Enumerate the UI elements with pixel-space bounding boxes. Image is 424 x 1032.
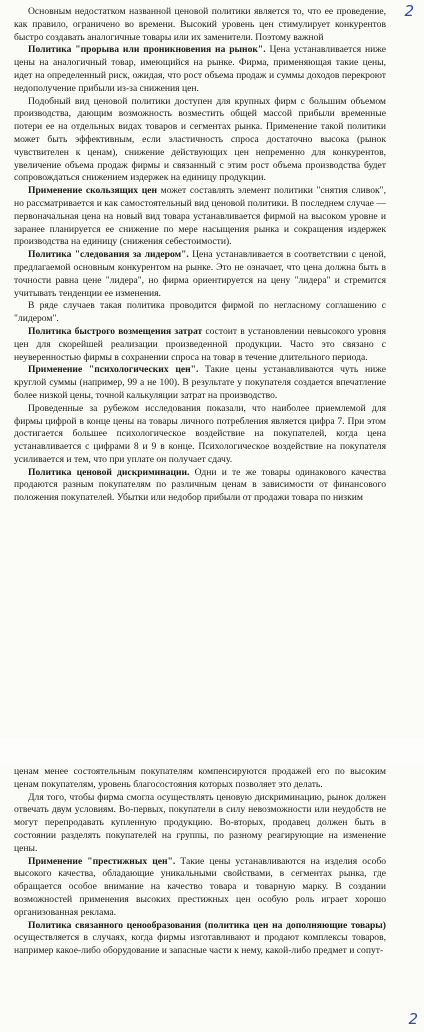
paragraph-heading: Политика ценовой дискриминации. (28, 466, 190, 478)
paragraph (14, 856, 386, 920)
page-number-mark-bottom: 2 (408, 1010, 418, 1028)
paragraph-heading: Политика быстрого возмещения затрат (28, 325, 203, 337)
paragraph: Подобный вид ценовой политики доступен для крупных фирм с большим объемом производства, дающим возможность возместить общей массой прибыли временные потери ее на отдельных видах товаров и сегментах рынка. Применение такой политики может быть эффективным, если эластичность спроса достаточно высока (рынок чувствителен к ценам), снижение действующих цен непременно для конкурентов, увеличение объема продаж фирмы и связанный с этим рост объема производства будет сопровождаться снижением издержек на единицу продукции. (14, 95, 386, 184)
paragraph: ценам менее состоятельным покупателям компенсируются продажей его по высоким ценам покупателям, уровень благосостояния которых позволяет это делать. (14, 766, 386, 790)
text-block-upper (14, 6, 386, 505)
paragraph (14, 467, 386, 505)
paragraph-body: Одни и те же товары одинакового качества продаются разным покупателям по различным ценам в зависимости от финансового положения покупателей. Убытки или недобор прибыли от продажи товара по низким (14, 466, 386, 504)
paragraph (14, 326, 386, 364)
paragraph-body: может составлять элемент политики "снятия сливок", но рассматривается и как самостоятельный вид ценовой политики. В последнем случае — первоначальная цена на новый вид товара устанавливается фирмой на высоком уровне и заранее планируется ее снижение по мере насыщения рынка и сокращения издержек производства на единицу (снижения себестоимости). (14, 185, 386, 248)
paragraph-body: Такие цены устанавливаются чуть ниже круглой суммы (например, 99 а не 100). В результате у покупателя создается впечатление более низкой цены, точной калькуляции затрат на производство. (14, 364, 386, 401)
paragraph (14, 364, 386, 402)
paragraph-heading: Политика связанного ценообразования (политика цен на дополняющие товары) (28, 919, 386, 931)
paragraph-body: Цена устанавливается ниже цены на аналогичный товар, имеющийся на рынке. Фирма, применяющая такие цены, идет на определенный риск, ожидая, что рост объема продаж и суммы доходов перекроют недополучение прибыли из-за снижения цен. (14, 44, 386, 94)
page-number-mark-top: 2 (404, 2, 414, 20)
paragraph (14, 249, 386, 300)
scan-gap (0, 738, 424, 764)
text-block-lower (14, 766, 386, 958)
paragraph-body: состоит в установлении невысокого уровня цен для скорейшей реализации произведенной продукции. Часто это связано с неуверенностью фирмы в сохранении спроса на товар в течение длительного периода. (14, 325, 386, 363)
paragraph: Проведенные за рубежом исследования показали, что наиболее приемлемой для фирмы цифрой в конце цены на товары личного потребления является цифра 7. При этом достигается большее психологическое воздействие на покупателей, когда цена устанавливается с цифрами 8 и 9 в конце. Психологическое воздействие на покупателя усиливается и тем, что при уплате он получает сдачу. (14, 402, 386, 465)
paragraph-heading: Применение "престижных цен". (28, 855, 176, 867)
paragraph-heading: Политика "следования за лидером". (28, 249, 189, 261)
paragraph-body: Такие цены устанавливаются на изделия особо высокого качества, обладающие уникальными свойствами, в сегментах рынка, где обращается особое внимание на качество товара и товарную марку. В создании возможностей применения высоких престижных цен особую роль играет хорошо организованная реклама. (14, 855, 386, 918)
paragraph: Для того, чтобы фирма смогла осуществлять ценовую дискриминацию, рынок должен отвечать двум условиям. Во-первых, покупатели в силу невозможности или неудобств не могут перепродавать купленную продукцию. Во-вторых, продавец должен быть в состоянии разделять покупателей на группы, по разному реагирующие на изменение цены. (14, 791, 386, 854)
paragraph: Основным недостатком названной ценовой политики является то, что ее проведение, как правило, ограничено во времени. Высокий уровень цен стимулирует конкурентов быстро создавать аналогичные товары или их заменители. Поэтому важной (14, 6, 386, 43)
paragraph-heading: Политика "прорыва или проникновения на рынок". (28, 44, 266, 56)
paragraph: В ряде случаев такая политика проводится фирмой по негласному соглашению с "лидером". (14, 300, 386, 325)
paragraph (14, 920, 386, 958)
paragraph-body: Цена устанавливается в соответствии с ценой, предлагаемой основным конкурентом на рынке. Это не означает, что цена должна быть в точности равна цене "лидера", но фирма ориентируется на цену "лидера" и стремится учитывать тенденции ее изменения. (14, 249, 386, 299)
paragraph (14, 185, 386, 249)
paragraph-heading: Применение "психологических цен". (28, 364, 199, 376)
paragraph-heading: Применение скользящих цен (28, 185, 158, 197)
paragraph-body: осуществляется в случаях, когда фирмы изготавливают и продают комплексы товаров, например какое-либо оборудование и запасные части к нему, какой-либо предмет и сопут- (14, 932, 386, 957)
paragraph (14, 44, 386, 95)
